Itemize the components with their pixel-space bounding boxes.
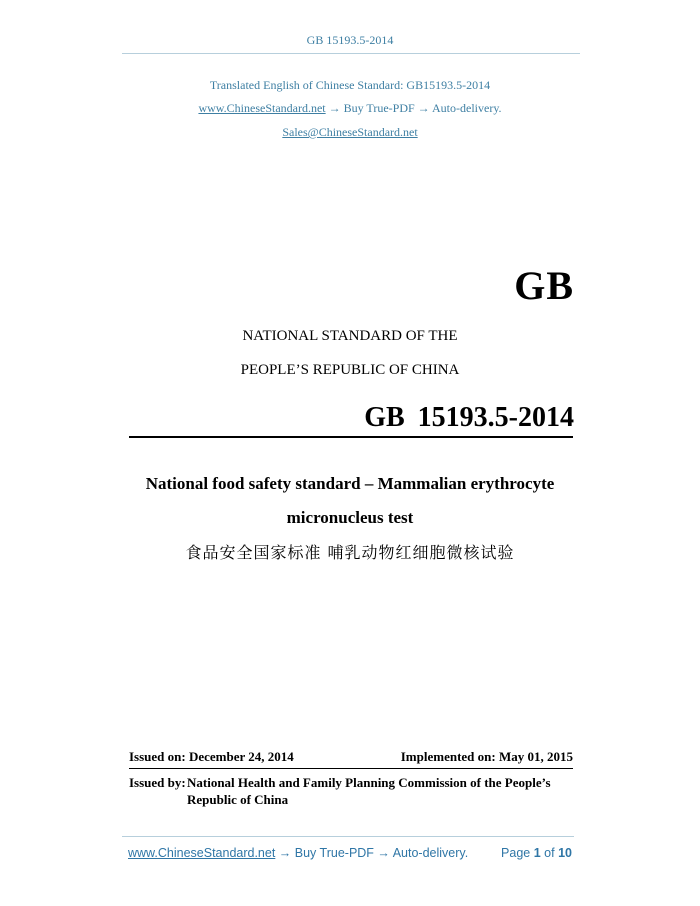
page-indicator xyxy=(501,846,572,860)
title-en-line2: micronucleus test xyxy=(286,508,414,527)
promo-translation-line: Translated English of Chinese Standard: GB15193.5-2014 xyxy=(209,78,491,92)
issued-by-line1: National Health and Family Planning Commission of the People’s xyxy=(187,775,551,790)
issue-divider xyxy=(129,768,573,769)
page-of: of xyxy=(544,846,555,860)
issued-by-label: Issued by: xyxy=(129,775,186,790)
footer-promo xyxy=(128,846,468,860)
gb-mark: GB xyxy=(514,263,574,308)
footer-site-link[interactable]: www.ChineseStandard.net xyxy=(128,846,276,860)
footer-divider xyxy=(122,836,574,837)
national-standard-line1: NATIONAL STANDARD OF THE xyxy=(242,328,458,344)
header-standard-code: GB 15193.5-2014 xyxy=(306,33,394,47)
promo-site-link[interactable]: www.ChineseStandard.net xyxy=(198,101,326,115)
promo-email-link[interactable]: Sales@ChineseStandard.net xyxy=(282,125,418,139)
national-standard-line2: PEOPLE’S REPUBLIC OF CHINA xyxy=(240,362,460,378)
implemented-on-date: Implemented on: May 01, 2015 xyxy=(400,749,573,764)
title-chinese: 食品安全国家标准 哺乳动物红细胞微核试验 xyxy=(185,543,515,562)
page-total: 10 xyxy=(558,846,572,860)
page-current: 1 xyxy=(533,846,541,860)
promo-email-line xyxy=(0,125,700,140)
header-divider xyxy=(122,53,580,54)
footer-buy-text: → Buy True-PDF → Auto-delivery. xyxy=(275,846,469,860)
issued-by-line2: Republic of China xyxy=(187,792,289,807)
issued-on-date: Issued on: December 24, 2014 xyxy=(129,749,294,764)
promo-buy-line xyxy=(0,101,700,116)
title-divider xyxy=(129,436,573,438)
promo-buy-text: → Buy True-PDF → Auto-delivery. xyxy=(325,101,502,115)
title-en-line1: National food safety standard – Mammalian erythrocyte xyxy=(145,474,555,493)
page-word: Page xyxy=(501,846,531,860)
standard-number: GB 15193.5-2014 xyxy=(364,402,574,433)
